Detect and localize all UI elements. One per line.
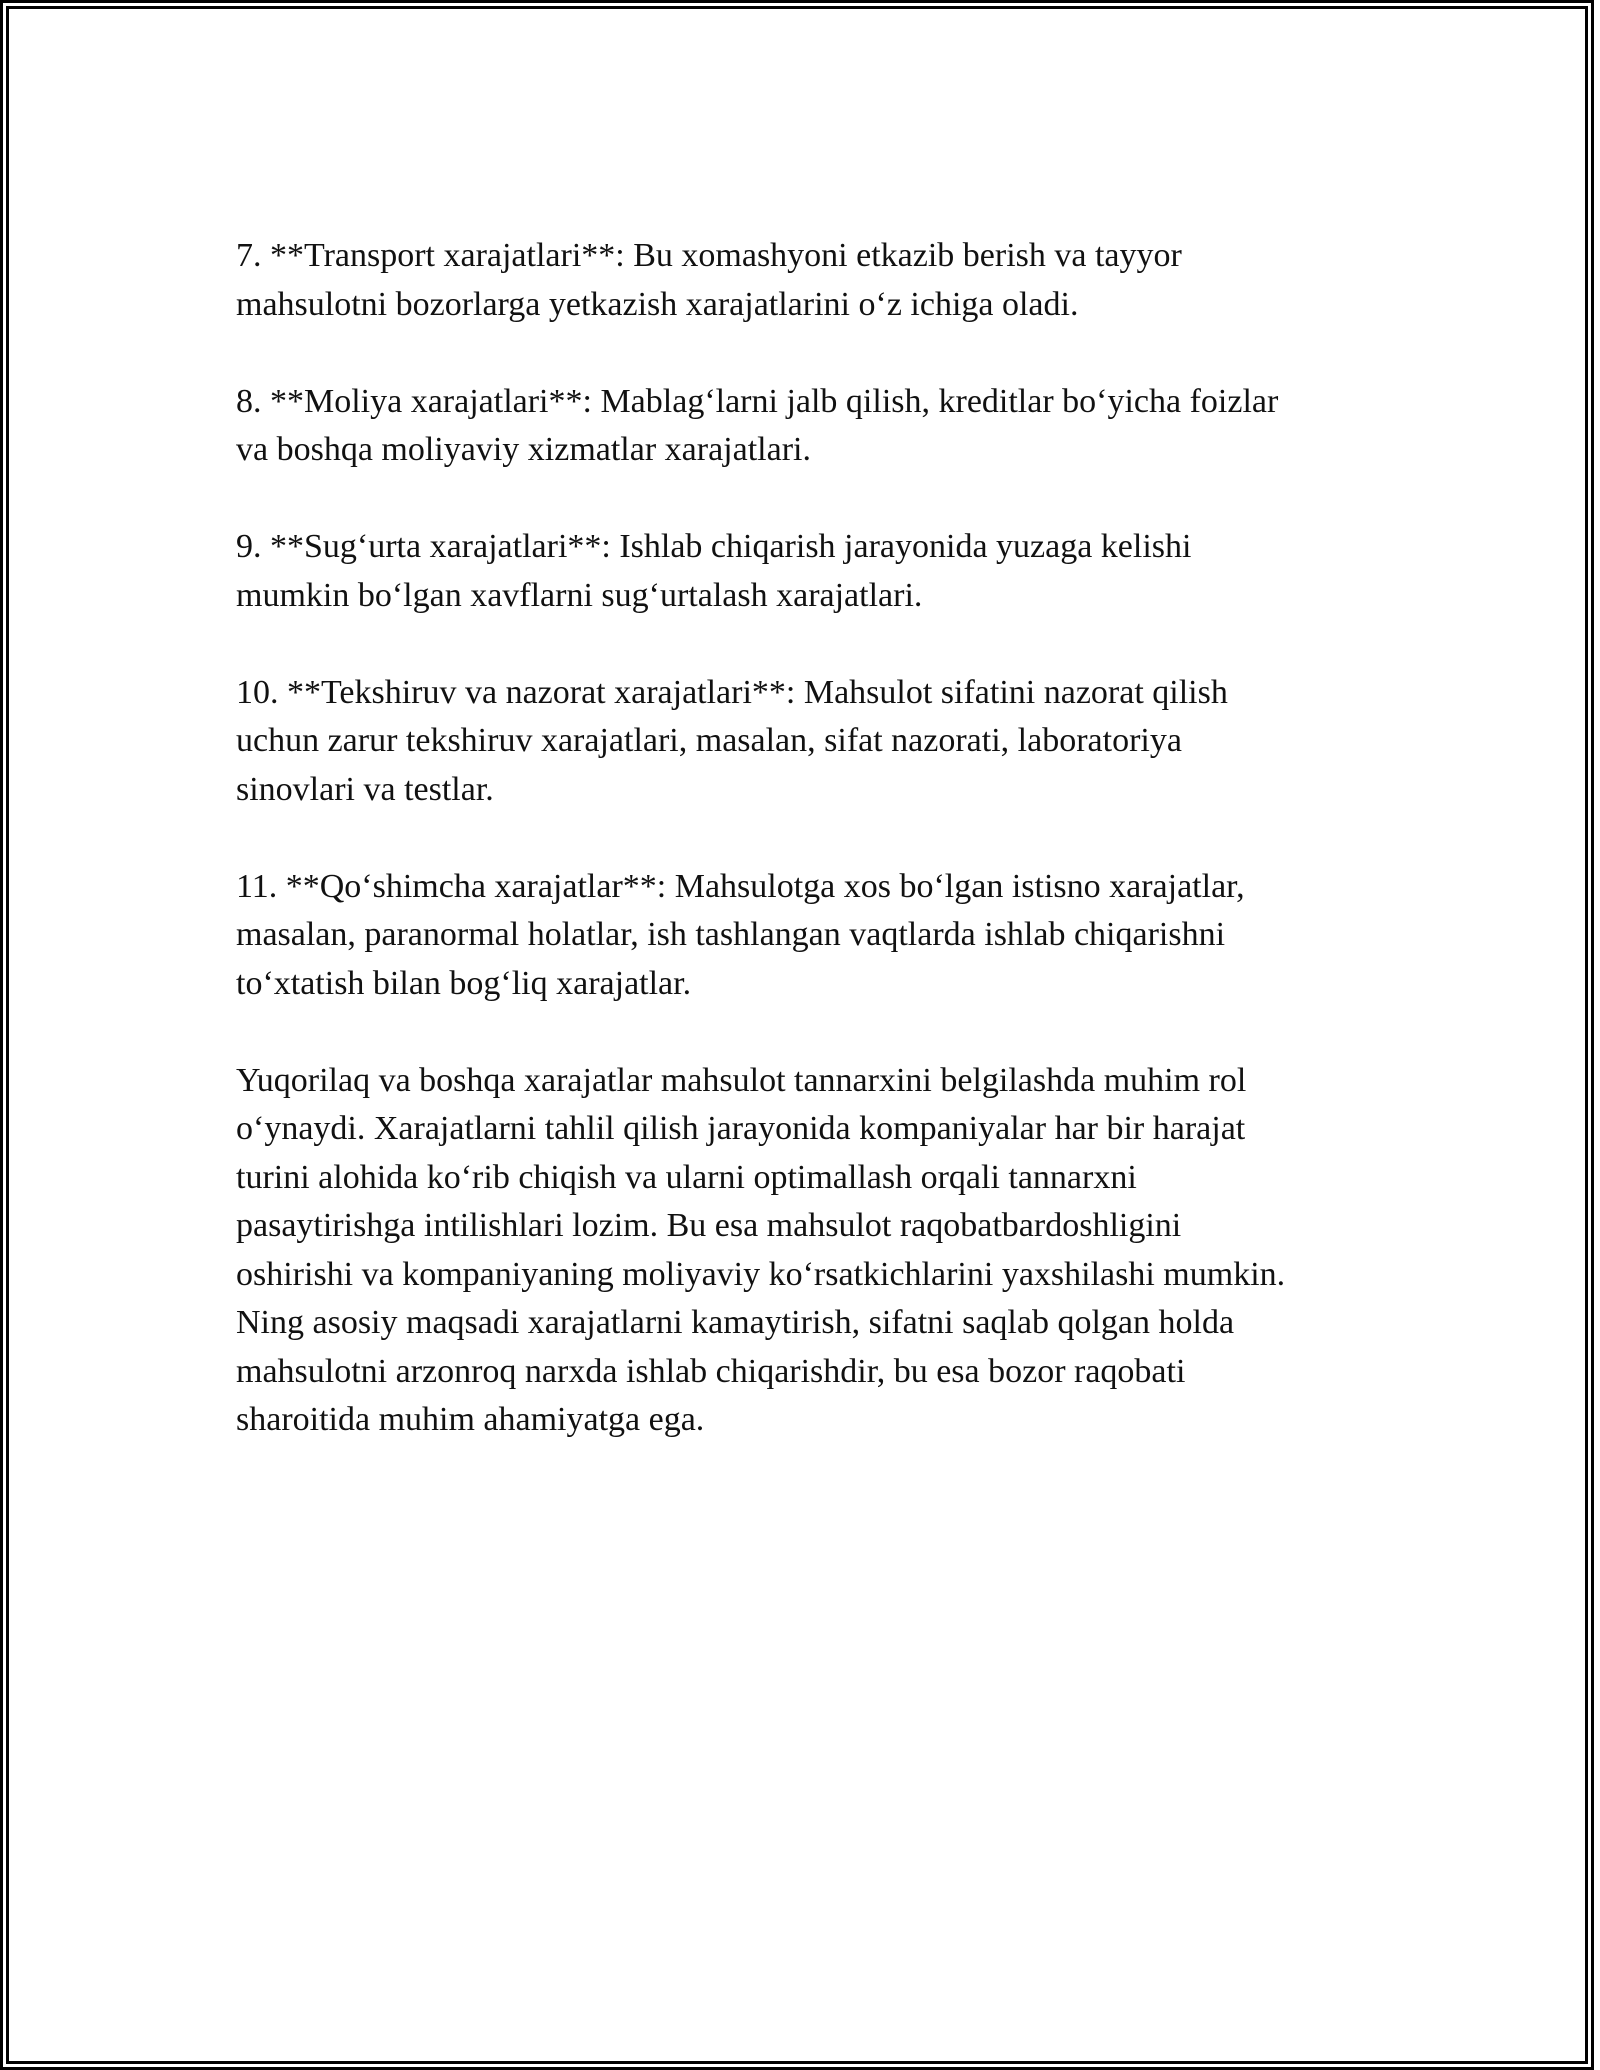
text-line: 8. **Moliya xarajatlari**: Mablag‘larni jalb qilish, kreditlar bo‘yicha foizlar bbox=[236, 382, 1279, 420]
paragraph-insurance-costs bbox=[236, 523, 1396, 620]
text-line: to‘xtatish bilan bog‘liq xarajatlar. bbox=[236, 964, 692, 1002]
text-line: sharoitida muhim ahamiyatga ega. bbox=[236, 1401, 705, 1438]
text-line: 7. **Transport xarajatlari**: Bu xomashyoni etkazib berish va tayyor bbox=[236, 237, 1182, 274]
paragraph-finance-costs bbox=[236, 378, 1396, 475]
paragraph-transport-costs bbox=[236, 232, 1396, 329]
text-line: Yuqorilaq va boshqa xarajatlar mahsulot tannarxini belgilashda muhim rol bbox=[236, 1061, 1247, 1099]
text-line: oshirishi va kompaniyaning moliyaviy ko‘rsatkichlarini yaxshilashi mumkin. bbox=[236, 1255, 1286, 1293]
text-line: turini alohida ko‘rib chiqish va ularni optimallash orqali tannarxni bbox=[236, 1158, 1137, 1196]
document-body bbox=[236, 232, 1396, 1445]
text-line: 10. **Tekshiruv va nazorat xarajatlari**: Mahsulot sifatini nazorat qilish bbox=[236, 673, 1228, 711]
text-line: va boshqa moliyaviy xizmatlar xarajatlari. bbox=[236, 431, 811, 468]
text-line: mumkin bo‘lgan xavflarni sug‘urtalash xarajatlari. bbox=[236, 576, 923, 614]
text-line: o‘ynaydi. Xarajatlarni tahlil qilish jarayonida kompaniyalar har bir harajat bbox=[236, 1110, 1246, 1147]
paragraph-inspection-costs bbox=[236, 669, 1396, 815]
text-line: mahsulotni bozorlarga yetkazish xarajatlarini o‘z ichiga oladi. bbox=[236, 285, 1079, 323]
text-line: sinovlari va testlar. bbox=[236, 770, 494, 808]
text-line: Ning asosiy maqsadi xarajatlarni kamaytirish, sifatni saqlab qolgan holda bbox=[236, 1304, 1235, 1341]
text-line: 9. **Sug‘urta xarajatlari**: Ishlab chiqarish jarayonida yuzaga kelishi bbox=[236, 528, 1192, 565]
text-line: mahsulotni arzonroq narxda ishlab chiqarishdir, bu esa bozor raqobati bbox=[236, 1352, 1186, 1390]
text-line: 11. **Qo‘shimcha xarajatlar**: Mahsulotga xos bo‘lgan istisno xarajatlar, bbox=[236, 867, 1245, 905]
text-line: uchun zarur tekshiruv xarajatlari, masalan, sifat nazorati, laboratoriya bbox=[236, 722, 1182, 759]
text-line: pasaytirishga intilishlari lozim. Bu esa mahsulot raqobatbardoshligini bbox=[236, 1207, 1182, 1244]
paragraph-conclusion bbox=[236, 1057, 1396, 1445]
paragraph-additional-costs bbox=[236, 863, 1396, 1009]
text-line: masalan, paranormal holatlar, ish tashlangan vaqtlarda ishlab chiqarishni bbox=[236, 916, 1226, 953]
